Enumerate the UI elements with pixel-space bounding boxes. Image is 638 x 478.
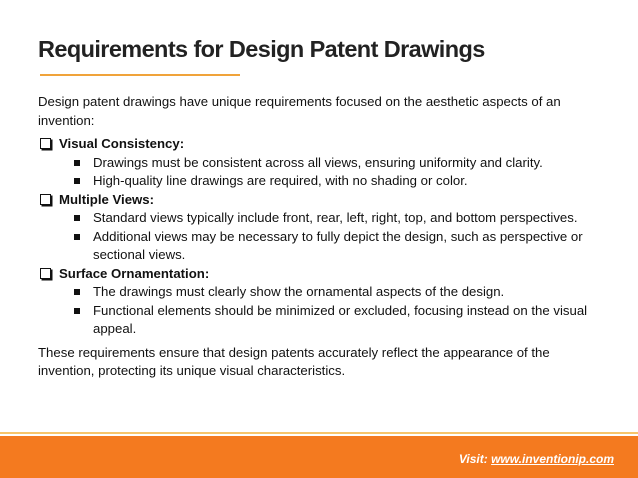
square-bullet-icon: [74, 160, 80, 166]
slide-title: Requirements for Design Patent Drawings: [38, 36, 485, 62]
list-item: Standard views typically include front, rear, left, right, top, and bottom perspectives.: [74, 209, 608, 228]
footer-visit: [459, 452, 614, 466]
outro-text: These requirements ensure that design patents accurately reflect the appearance of the invention, protecting its unique visual characteristics.: [38, 344, 550, 378]
checkbox-bullet-icon: [40, 268, 51, 279]
title-underline: [40, 74, 240, 76]
website-link[interactable]: www.inventionip.com: [491, 452, 614, 466]
list-item: Drawings must be consistent across all views, ensuring uniformity and clarity.: [74, 154, 608, 173]
checkbox-bullet-icon: [40, 138, 51, 149]
square-bullet-icon: [74, 215, 80, 221]
slide-content: [38, 93, 608, 381]
section-heading: Multiple Views:: [59, 191, 155, 207]
list-item: Functional elements should be minimized or excluded, focusing instead on the visual appeal.: [74, 302, 608, 339]
list-item: The drawings must clearly show the ornamental aspects of the design.: [74, 283, 608, 302]
square-bullet-icon: [74, 234, 80, 240]
intro-text: Design patent drawings have unique requirements focused on the aesthetic aspects of an invention:: [38, 94, 561, 128]
checkbox-bullet-icon: [40, 194, 51, 205]
square-bullet-icon: [74, 289, 80, 295]
square-bullet-icon: [74, 178, 80, 184]
section-surface-ornamentation: [38, 265, 608, 339]
footer-bar: [0, 436, 638, 478]
footer-divider: [0, 432, 638, 434]
section-heading: Visual Consistency:: [59, 136, 185, 151]
list-item: High-quality line drawings are required, with no shading or color.: [74, 172, 608, 191]
visit-label: Visit:: [458, 452, 488, 466]
list-item: Additional views may be necessary to fully depict the design, such as perspective or sectional views.: [74, 228, 608, 265]
section-visual-consistency: [38, 135, 608, 191]
section-heading: Surface Ornamentation:: [59, 265, 210, 281]
section-multiple-views: [38, 191, 608, 265]
square-bullet-icon: [74, 308, 80, 314]
